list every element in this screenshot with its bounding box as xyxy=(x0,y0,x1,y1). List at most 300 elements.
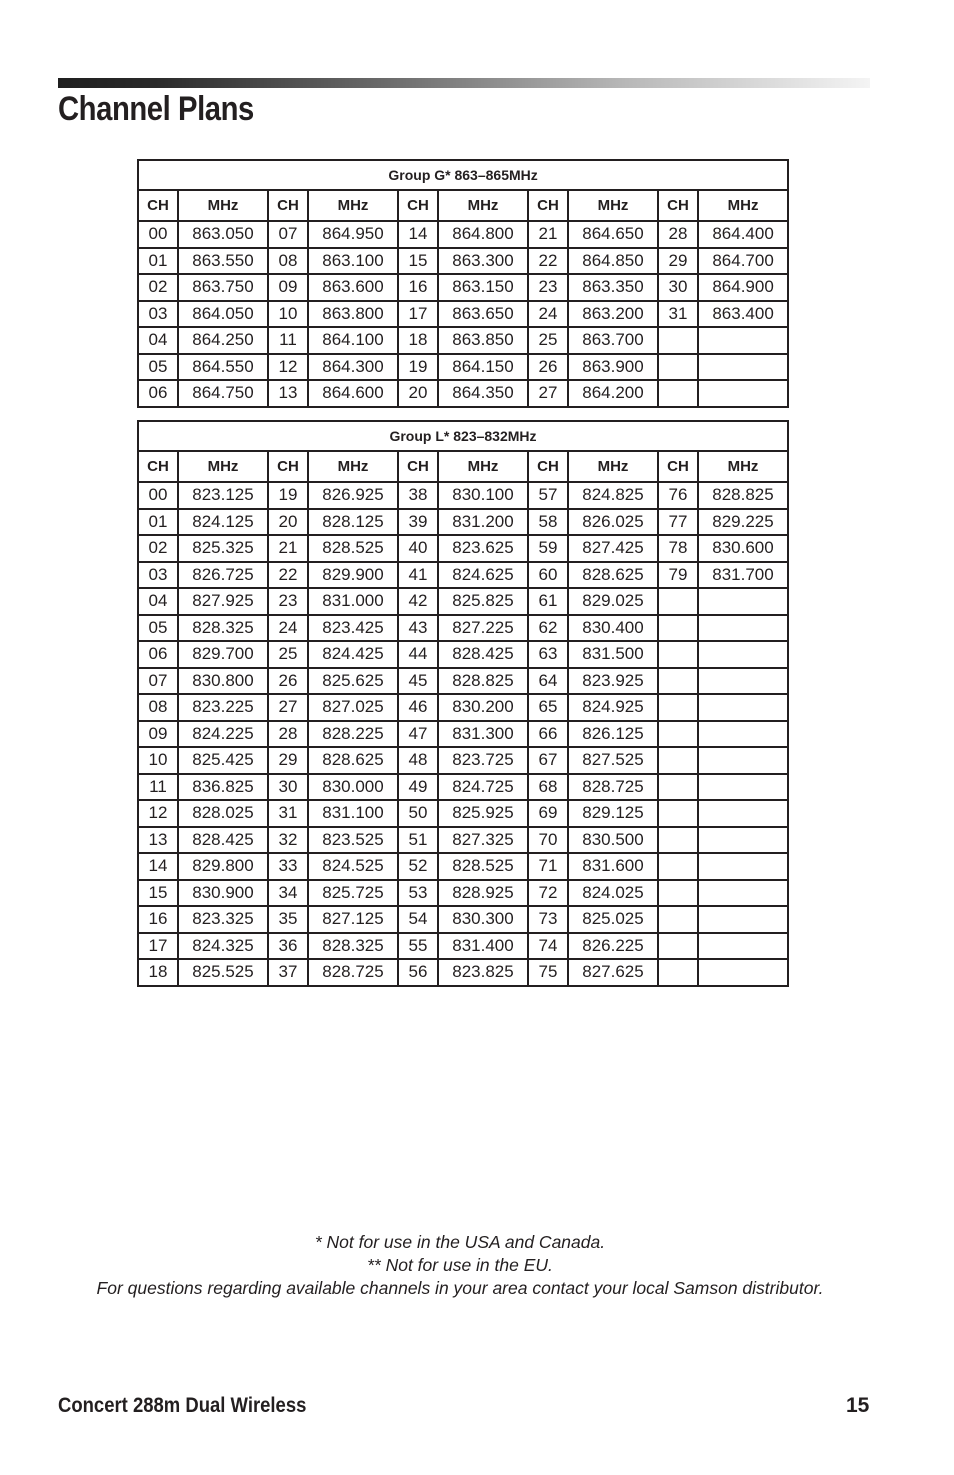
frequency-cell: 831.700 xyxy=(698,562,788,589)
table-row xyxy=(138,959,788,986)
frequency-cell xyxy=(698,747,788,774)
channel-cell: 17 xyxy=(398,301,438,328)
column-header: MHz xyxy=(308,451,398,482)
frequency-cell: 824.325 xyxy=(178,933,268,960)
frequency-cell: 828.825 xyxy=(438,668,528,695)
channel-cell: 05 xyxy=(138,354,178,381)
channel-cell: 34 xyxy=(268,880,308,907)
column-header: MHz xyxy=(178,190,268,221)
channel-cell xyxy=(658,721,698,748)
frequency-cell: 864.950 xyxy=(308,221,398,248)
group-l-title: Group L* 823–832MHz xyxy=(138,421,788,451)
frequency-cell: 825.025 xyxy=(568,906,658,933)
frequency-cell: 828.325 xyxy=(308,933,398,960)
channel-cell: 63 xyxy=(528,641,568,668)
frequency-cell: 829.125 xyxy=(568,800,658,827)
frequency-cell: 823.425 xyxy=(308,615,398,642)
frequency-cell: 831.600 xyxy=(568,853,658,880)
frequency-cell: 830.200 xyxy=(438,694,528,721)
channel-cell: 73 xyxy=(528,906,568,933)
channel-cell: 58 xyxy=(528,509,568,536)
frequency-cell: 828.525 xyxy=(438,853,528,880)
table-row xyxy=(138,588,788,615)
group-g-column-headers xyxy=(138,190,788,221)
channel-cell: 03 xyxy=(138,562,178,589)
channel-cell: 27 xyxy=(528,380,568,407)
frequency-cell: 824.525 xyxy=(308,853,398,880)
channel-cell xyxy=(658,641,698,668)
column-header: MHz xyxy=(178,451,268,482)
frequency-cell: 829.225 xyxy=(698,509,788,536)
frequency-cell: 825.725 xyxy=(308,880,398,907)
frequency-cell: 830.800 xyxy=(178,668,268,695)
channel-cell xyxy=(658,800,698,827)
frequency-cell: 827.925 xyxy=(178,588,268,615)
frequency-cell: 827.425 xyxy=(568,535,658,562)
frequency-cell: 864.600 xyxy=(308,380,398,407)
channel-cell: 49 xyxy=(398,774,438,801)
channel-cell: 25 xyxy=(268,641,308,668)
channel-cell: 17 xyxy=(138,933,178,960)
frequency-cell: 824.825 xyxy=(568,482,658,509)
channel-cell: 59 xyxy=(528,535,568,562)
channel-cell: 79 xyxy=(658,562,698,589)
channel-cell: 40 xyxy=(398,535,438,562)
frequency-cell: 863.800 xyxy=(308,301,398,328)
table-row xyxy=(138,615,788,642)
frequency-cell: 863.100 xyxy=(308,248,398,275)
channel-cell: 14 xyxy=(398,221,438,248)
channel-cell: 13 xyxy=(268,380,308,407)
channel-cell: 06 xyxy=(138,380,178,407)
table-row xyxy=(138,535,788,562)
channel-cell: 31 xyxy=(658,301,698,328)
table-row xyxy=(138,800,788,827)
frequency-cell: 828.025 xyxy=(178,800,268,827)
channel-cell: 21 xyxy=(268,535,308,562)
frequency-cell: 830.400 xyxy=(568,615,658,642)
channel-cell: 12 xyxy=(268,354,308,381)
footer-product-name: Concert 288m Dual Wireless xyxy=(58,1394,307,1417)
column-header: CH xyxy=(398,451,438,482)
column-header: CH xyxy=(398,190,438,221)
table-row xyxy=(138,694,788,721)
frequency-cell: 863.350 xyxy=(568,274,658,301)
frequency-cell: 863.900 xyxy=(568,354,658,381)
frequency-cell xyxy=(698,800,788,827)
frequency-cell: 864.800 xyxy=(438,221,528,248)
frequency-cell: 829.900 xyxy=(308,562,398,589)
frequency-cell: 828.725 xyxy=(308,959,398,986)
channel-cell: 26 xyxy=(528,354,568,381)
channel-cell: 20 xyxy=(268,509,308,536)
channel-cell: 32 xyxy=(268,827,308,854)
frequency-cell xyxy=(698,933,788,960)
channel-cell: 35 xyxy=(268,906,308,933)
channel-cell: 66 xyxy=(528,721,568,748)
frequency-cell: 825.525 xyxy=(178,959,268,986)
frequency-cell: 826.925 xyxy=(308,482,398,509)
channel-cell: 54 xyxy=(398,906,438,933)
frequency-cell: 864.300 xyxy=(308,354,398,381)
frequency-cell: 823.925 xyxy=(568,668,658,695)
channel-cell: 67 xyxy=(528,747,568,774)
channel-cell: 69 xyxy=(528,800,568,827)
frequency-cell: 863.200 xyxy=(568,301,658,328)
channel-cell xyxy=(658,933,698,960)
group-g-title: Group G* 863–865MHz xyxy=(138,160,788,190)
frequency-cell: 824.925 xyxy=(568,694,658,721)
table-row xyxy=(138,721,788,748)
channel-cell: 22 xyxy=(528,248,568,275)
channel-cell: 77 xyxy=(658,509,698,536)
frequency-cell: 823.525 xyxy=(308,827,398,854)
channel-cell xyxy=(658,694,698,721)
channel-cell: 29 xyxy=(658,248,698,275)
channel-cell: 51 xyxy=(398,827,438,854)
frequency-cell: 828.625 xyxy=(308,747,398,774)
frequency-cell: 828.725 xyxy=(568,774,658,801)
frequency-cell: 826.225 xyxy=(568,933,658,960)
frequency-cell: 827.325 xyxy=(438,827,528,854)
channel-cell: 10 xyxy=(268,301,308,328)
frequency-cell xyxy=(698,694,788,721)
frequency-cell: 863.150 xyxy=(438,274,528,301)
frequency-cell: 825.325 xyxy=(178,535,268,562)
channel-cell: 30 xyxy=(268,774,308,801)
channel-cell: 70 xyxy=(528,827,568,854)
channel-cell: 05 xyxy=(138,615,178,642)
channel-cell xyxy=(658,853,698,880)
frequency-cell: 826.125 xyxy=(568,721,658,748)
frequency-cell: 826.725 xyxy=(178,562,268,589)
channel-cell: 11 xyxy=(268,327,308,354)
channel-cell: 01 xyxy=(138,248,178,275)
column-header: CH xyxy=(138,451,178,482)
frequency-cell: 864.650 xyxy=(568,221,658,248)
channel-cell: 23 xyxy=(268,588,308,615)
channel-cell: 26 xyxy=(268,668,308,695)
frequency-cell: 831.100 xyxy=(308,800,398,827)
frequency-cell: 863.600 xyxy=(308,274,398,301)
channel-cell: 04 xyxy=(138,588,178,615)
table-row xyxy=(138,380,788,407)
channel-cell: 68 xyxy=(528,774,568,801)
channel-cell: 16 xyxy=(398,274,438,301)
frequency-cell xyxy=(698,774,788,801)
frequency-cell: 829.025 xyxy=(568,588,658,615)
table-row xyxy=(138,327,788,354)
channel-cell: 27 xyxy=(268,694,308,721)
channel-cell: 37 xyxy=(268,959,308,986)
channel-cell: 11 xyxy=(138,774,178,801)
frequency-cell: 828.425 xyxy=(178,827,268,854)
frequency-cell: 825.825 xyxy=(438,588,528,615)
channel-cell: 00 xyxy=(138,221,178,248)
frequency-cell: 863.850 xyxy=(438,327,528,354)
channel-cell: 60 xyxy=(528,562,568,589)
group-g-channel-table xyxy=(137,159,789,408)
column-header: CH xyxy=(658,190,698,221)
channel-cell: 09 xyxy=(138,721,178,748)
channel-cell: 07 xyxy=(268,221,308,248)
frequency-cell: 864.700 xyxy=(698,248,788,275)
channel-cell xyxy=(658,327,698,354)
table-row xyxy=(138,301,788,328)
channel-cell: 55 xyxy=(398,933,438,960)
frequency-cell: 824.725 xyxy=(438,774,528,801)
frequency-cell: 825.425 xyxy=(178,747,268,774)
frequency-cell xyxy=(698,721,788,748)
frequency-cell: 864.050 xyxy=(178,301,268,328)
frequency-cell xyxy=(698,615,788,642)
table-row xyxy=(138,827,788,854)
channel-cell: 29 xyxy=(268,747,308,774)
channel-cell: 30 xyxy=(658,274,698,301)
frequency-cell: 825.925 xyxy=(438,800,528,827)
frequency-cell: 836.825 xyxy=(178,774,268,801)
channel-cell: 00 xyxy=(138,482,178,509)
table-row xyxy=(138,853,788,880)
frequency-cell xyxy=(698,906,788,933)
table-row xyxy=(138,933,788,960)
frequency-cell: 864.900 xyxy=(698,274,788,301)
channel-cell: 12 xyxy=(138,800,178,827)
footnote-eu: ** Not for use in the EU. xyxy=(367,1255,553,1275)
channel-cell: 18 xyxy=(138,959,178,986)
frequency-cell: 823.225 xyxy=(178,694,268,721)
channel-cell: 65 xyxy=(528,694,568,721)
frequency-cell: 863.700 xyxy=(568,327,658,354)
frequency-cell: 863.050 xyxy=(178,221,268,248)
frequency-cell xyxy=(698,853,788,880)
frequency-cell: 827.225 xyxy=(438,615,528,642)
column-header: CH xyxy=(658,451,698,482)
group-l-rows xyxy=(138,482,788,986)
column-header: MHz xyxy=(308,190,398,221)
frequency-cell: 863.650 xyxy=(438,301,528,328)
channel-cell xyxy=(658,747,698,774)
table-row xyxy=(138,747,788,774)
frequency-cell: 823.825 xyxy=(438,959,528,986)
table-row xyxy=(138,906,788,933)
frequency-cell: 825.625 xyxy=(308,668,398,695)
channel-cell: 08 xyxy=(138,694,178,721)
table-row xyxy=(138,509,788,536)
channel-cell: 19 xyxy=(268,482,308,509)
frequency-cell: 864.750 xyxy=(178,380,268,407)
table-row xyxy=(138,482,788,509)
frequency-cell: 831.300 xyxy=(438,721,528,748)
channel-cell: 06 xyxy=(138,641,178,668)
frequency-cell xyxy=(698,827,788,854)
channel-cell xyxy=(658,588,698,615)
table-row xyxy=(138,668,788,695)
channel-cell: 23 xyxy=(528,274,568,301)
column-header: MHz xyxy=(568,451,658,482)
channel-cell: 09 xyxy=(268,274,308,301)
frequency-cell: 823.625 xyxy=(438,535,528,562)
table-row xyxy=(138,641,788,668)
frequency-cell: 830.000 xyxy=(308,774,398,801)
frequency-cell: 823.325 xyxy=(178,906,268,933)
frequency-cell: 828.325 xyxy=(178,615,268,642)
channel-cell: 04 xyxy=(138,327,178,354)
channel-cell: 19 xyxy=(398,354,438,381)
frequency-cell: 864.550 xyxy=(178,354,268,381)
frequency-cell: 830.300 xyxy=(438,906,528,933)
table-row xyxy=(138,274,788,301)
channel-cell: 61 xyxy=(528,588,568,615)
column-header: MHz xyxy=(698,190,788,221)
channel-cell: 33 xyxy=(268,853,308,880)
channel-cell: 41 xyxy=(398,562,438,589)
channel-cell: 02 xyxy=(138,274,178,301)
group-l-channel-table xyxy=(137,420,789,987)
frequency-cell: 826.025 xyxy=(568,509,658,536)
frequency-cell: 831.500 xyxy=(568,641,658,668)
channel-cell xyxy=(658,827,698,854)
table-row xyxy=(138,562,788,589)
channel-cell: 50 xyxy=(398,800,438,827)
channel-cell: 24 xyxy=(268,615,308,642)
table-row xyxy=(138,248,788,275)
frequency-cell: 828.525 xyxy=(308,535,398,562)
channel-cell: 10 xyxy=(138,747,178,774)
frequency-cell xyxy=(698,668,788,695)
channel-cell: 14 xyxy=(138,853,178,880)
frequency-cell: 863.400 xyxy=(698,301,788,328)
group-g-rows xyxy=(138,221,788,407)
frequency-cell: 828.625 xyxy=(568,562,658,589)
channel-cell: 18 xyxy=(398,327,438,354)
channel-cell: 74 xyxy=(528,933,568,960)
channel-cell: 16 xyxy=(138,906,178,933)
frequency-cell: 828.425 xyxy=(438,641,528,668)
channel-cell: 25 xyxy=(528,327,568,354)
channel-cell: 22 xyxy=(268,562,308,589)
frequency-cell: 828.925 xyxy=(438,880,528,907)
page-title: Channel Plans xyxy=(58,90,254,128)
channel-cell: 44 xyxy=(398,641,438,668)
channel-cell xyxy=(658,380,698,407)
column-header: CH xyxy=(138,190,178,221)
channel-cell: 13 xyxy=(138,827,178,854)
channel-cell: 48 xyxy=(398,747,438,774)
channel-cell: 57 xyxy=(528,482,568,509)
frequency-cell: 824.225 xyxy=(178,721,268,748)
channel-cell: 46 xyxy=(398,694,438,721)
frequency-cell: 864.250 xyxy=(178,327,268,354)
channel-cell: 08 xyxy=(268,248,308,275)
channel-cell: 53 xyxy=(398,880,438,907)
column-header: MHz xyxy=(438,451,528,482)
column-header: MHz xyxy=(568,190,658,221)
frequency-cell: 828.125 xyxy=(308,509,398,536)
channel-cell: 36 xyxy=(268,933,308,960)
frequency-cell: 831.400 xyxy=(438,933,528,960)
column-header: MHz xyxy=(698,451,788,482)
frequency-cell: 831.200 xyxy=(438,509,528,536)
channel-cell: 52 xyxy=(398,853,438,880)
channel-cell: 21 xyxy=(528,221,568,248)
frequency-cell: 864.100 xyxy=(308,327,398,354)
channel-cell: 01 xyxy=(138,509,178,536)
channel-cell: 03 xyxy=(138,301,178,328)
column-header: CH xyxy=(528,451,568,482)
channel-cell: 72 xyxy=(528,880,568,907)
footnote-usa-canada: * Not for use in the USA and Canada. xyxy=(314,1232,606,1252)
frequency-cell: 824.425 xyxy=(308,641,398,668)
page-number: 15 xyxy=(846,1394,870,1417)
channel-cell: 62 xyxy=(528,615,568,642)
frequency-cell: 828.225 xyxy=(308,721,398,748)
frequency-cell: 864.150 xyxy=(438,354,528,381)
channel-cell: 56 xyxy=(398,959,438,986)
frequency-cell: 827.625 xyxy=(568,959,658,986)
frequency-cell: 828.825 xyxy=(698,482,788,509)
frequency-cell: 864.400 xyxy=(698,221,788,248)
table-row xyxy=(138,221,788,248)
frequency-cell xyxy=(698,641,788,668)
channel-cell: 39 xyxy=(398,509,438,536)
frequency-cell xyxy=(698,380,788,407)
frequency-cell: 829.700 xyxy=(178,641,268,668)
channel-cell xyxy=(658,668,698,695)
column-header: CH xyxy=(528,190,568,221)
channel-cell: 02 xyxy=(138,535,178,562)
frequency-cell xyxy=(698,588,788,615)
channel-cell: 38 xyxy=(398,482,438,509)
channel-cell xyxy=(658,959,698,986)
channel-cell: 15 xyxy=(138,880,178,907)
column-header: CH xyxy=(268,451,308,482)
header-gradient-bar xyxy=(58,78,870,88)
footnote-distributor: For questions regarding available channels in your area contact your local Samson distributor. xyxy=(96,1278,824,1298)
frequency-cell: 823.125 xyxy=(178,482,268,509)
channel-cell: 28 xyxy=(268,721,308,748)
table-row xyxy=(138,880,788,907)
channel-cell xyxy=(658,906,698,933)
channel-cell: 20 xyxy=(398,380,438,407)
channel-cell xyxy=(658,615,698,642)
frequency-cell: 830.900 xyxy=(178,880,268,907)
table-row xyxy=(138,774,788,801)
channel-cell: 75 xyxy=(528,959,568,986)
frequency-cell: 830.500 xyxy=(568,827,658,854)
channel-cell: 43 xyxy=(398,615,438,642)
frequency-cell xyxy=(698,354,788,381)
frequency-cell xyxy=(698,327,788,354)
frequency-cell: 824.025 xyxy=(568,880,658,907)
frequency-cell: 823.725 xyxy=(438,747,528,774)
footnotes xyxy=(0,1231,920,1300)
channel-cell: 47 xyxy=(398,721,438,748)
frequency-cell: 827.525 xyxy=(568,747,658,774)
frequency-cell: 830.100 xyxy=(438,482,528,509)
group-l-column-headers xyxy=(138,451,788,482)
frequency-cell: 827.025 xyxy=(308,694,398,721)
channel-cell: 24 xyxy=(528,301,568,328)
channel-cell: 07 xyxy=(138,668,178,695)
column-header: CH xyxy=(268,190,308,221)
frequency-cell: 863.550 xyxy=(178,248,268,275)
channel-cell: 31 xyxy=(268,800,308,827)
frequency-cell: 863.750 xyxy=(178,274,268,301)
frequency-cell: 824.125 xyxy=(178,509,268,536)
frequency-cell: 830.600 xyxy=(698,535,788,562)
frequency-cell xyxy=(698,959,788,986)
